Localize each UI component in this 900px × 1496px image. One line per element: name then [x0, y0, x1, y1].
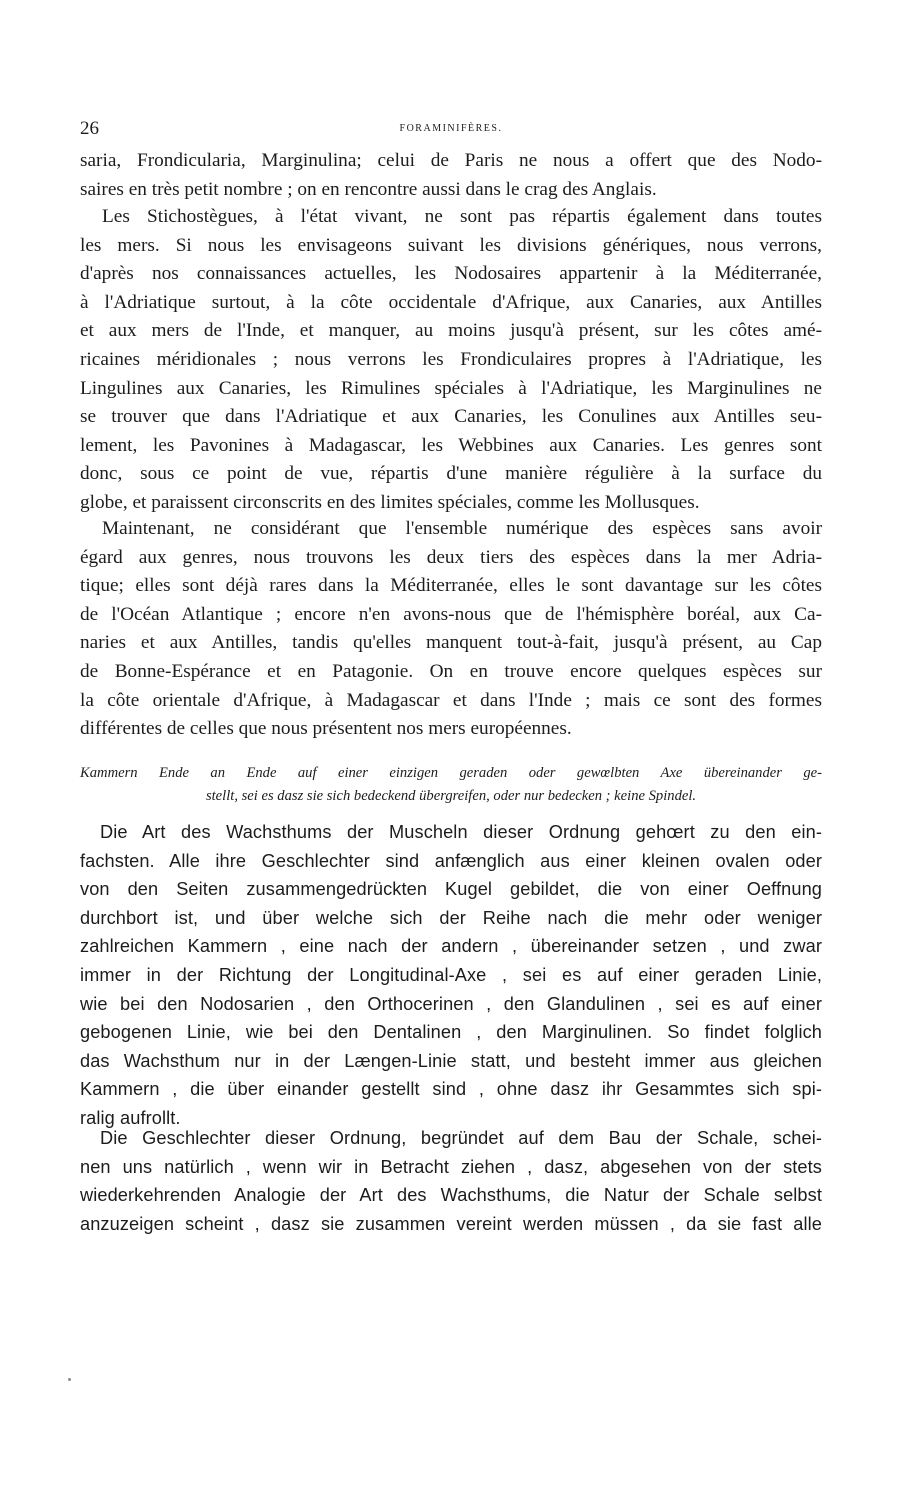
text-line: immer in der Richtung der Longitudinal-Axe , sei es auf einer geraden Linie, — [80, 964, 822, 985]
text-line: saria, Frondicularia, Marginulina; celui de Paris ne nous a offert que des Nodo- — [80, 150, 822, 171]
text-line: et aux mers de l'Inde, et manquer, au moins jusqu'à présent, sur les côtes amé- — [80, 320, 822, 342]
text-line: naries et aux Antilles, tandis qu'elles manquent tout-à-fait, jusqu'à présent, au Cap — [80, 632, 822, 654]
french-paragraph-distribution — [80, 203, 822, 518]
text-line: anzuzeigen scheint , dasz sie zusammen vereint werden müssen , da sie fast alle — [80, 1213, 822, 1234]
text-line: à l'Adriatique surtout, à la côte occidentale d'Afrique, aux Canaries, aux Antilles — [80, 291, 822, 313]
text-line: von den Seiten zusammengedrückten Kugel gebildet, die von einer Oeffnung — [80, 879, 822, 900]
text-line: das Wachsthum nur in der Længen-Linie statt, und besteht immer aus gleichen — [80, 1050, 822, 1071]
text-line: wie bei den Nodosarien , den Orthocerinen , den Glandulinen , sei es auf einer — [80, 993, 822, 1014]
text-line: tique; elles sont déjà rares dans la Méditerranée, elles le sont davantage sur les côtes — [80, 575, 822, 597]
text-line: de l'Océan Atlantique ; encore n'en avons-nous que de l'hémisphère boréal, aux Ca- — [80, 603, 822, 625]
caption-line: Kammern Ende an Ende auf einer einzigen geraden oder gewœlbten Axe übereinander ge- — [80, 765, 822, 781]
text-line: se trouver que dans l'Adriatique et aux Canaries, les Conulines aux Antilles seu- — [80, 406, 822, 428]
text-line: Lingulines aux Canaries, les Rimulines spéciales à l'Adriatique, les Marginulines ne — [80, 377, 822, 399]
german-italic-definition — [80, 762, 822, 808]
text-line: donc, sous ce point de vue, répartis d'une manière régulière à la surface du — [80, 463, 822, 485]
text-line: globe, et paraissent circonscrits en des limites spéciales, comme les Mollusques. — [80, 491, 700, 513]
text-line: fachsten. Alle ihre Geschlechter sind anfænglich aus einer kleinen ovalen oder — [80, 850, 822, 871]
text-line: ralig aufrollt. — [80, 1107, 181, 1128]
text-line: Les Stichostègues, à l'état vivant, ne sont pas répartis également dans toutes — [102, 206, 822, 227]
french-paragraph-species — [80, 515, 822, 744]
text-line: gebogenen Linie, wie bei den Dentalinen , den Marginulinen. So findet folglich — [80, 1022, 822, 1043]
german-paragraph-growth — [80, 818, 822, 1133]
german-paragraph-genera — [80, 1124, 822, 1238]
text-line: wiederkehrenden Analogie der Art des Wachsthums, die Natur der Schale selbst — [80, 1185, 822, 1206]
caption-line: stellt, sei es dasz sie sich bedeckend übergreifen, oder nur bedecken ; keine Spindel. — [205, 788, 697, 804]
running-head: FORAMINIFÈRES. — [399, 123, 503, 134]
text-line: la côte orientale d'Afrique, à Madagascar et dans l'Inde ; mais ce sont des formes — [80, 689, 822, 711]
text-line: Maintenant, ne considérant que l'ensemble numérique des espèces sans avoir — [102, 518, 822, 539]
text-line: zahlreichen Kammern , eine nach der andern , übereinander setzen , und zwar — [80, 936, 822, 957]
text-line: de Bonne-Espérance et en Patagonie. On en trouve encore quelques espèces sur — [80, 660, 822, 682]
text-line: les mers. Si nous les envisageons suivant les divisions génériques, nous verrons, — [80, 234, 822, 256]
text-line: différentes de celles que nous présentent nos mers européennes. — [80, 718, 572, 740]
text-line: nen uns natürlich , wenn wir in Betracht ziehen , dasz, abgesehen von der stets — [80, 1156, 822, 1177]
page-header — [80, 118, 822, 140]
text-line: saires en très petit nombre ; on en rencontre aussi dans le crag des Anglais. — [80, 178, 657, 200]
text-line: Kammern , die über einander gestellt sind , ohne dasz ihr Gesammtes sich spi- — [80, 1079, 822, 1100]
text-line: durchbort ist, und über welche sich der Reihe nach die mehr oder weniger — [80, 907, 822, 928]
text-line: lement, les Pavonines à Madagascar, les Webbines aux Canaries. Les genres sont — [80, 434, 822, 456]
text-line: égard aux genres, nous trouvons les deux tiers des espèces dans la mer Adria- — [80, 546, 822, 568]
french-paragraph-continued — [80, 147, 822, 204]
text-line: ricaines méridionales ; nous verrons les Frondiculaires propres à l'Adriatique, les — [80, 348, 822, 370]
text-line: Die Art des Wachsthums der Muscheln dieser Ordnung gehœrt zu den ein- — [100, 822, 822, 842]
page-number: 26 — [80, 118, 99, 139]
text-line: Die Geschlechter dieser Ordnung, begründet auf dem Bau der Schale, schei- — [100, 1128, 822, 1148]
scan-speck — [68, 1378, 71, 1381]
text-line: d'après nos connaissances actuelles, les Nodosaires appartenir à la Méditerranée, — [80, 263, 822, 285]
